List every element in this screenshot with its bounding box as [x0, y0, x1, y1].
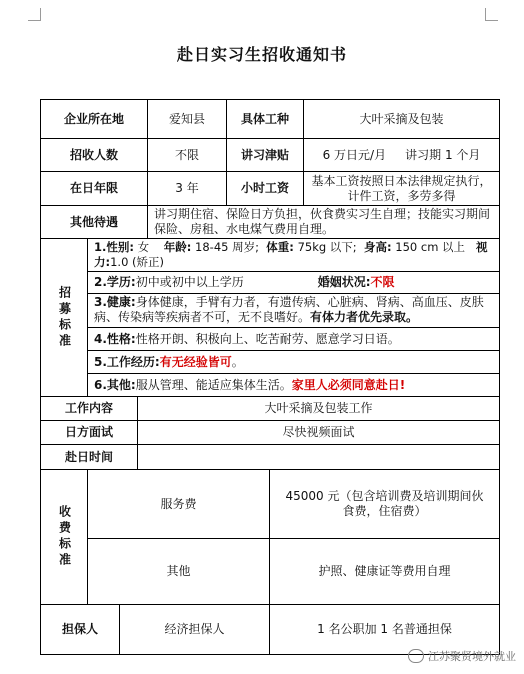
fees-label: 收费标准 [57, 505, 72, 569]
experience-value: 有无经验皆可 [159, 354, 232, 369]
age-label: 年龄: [163, 240, 192, 254]
marital-value: 不限 [370, 275, 395, 289]
job-type-label: 具体工种 [226, 99, 304, 139]
notice-table [40, 99, 500, 655]
hourly-label: 小时工资 [226, 171, 304, 206]
health-value: 身体健康，手臂有力者，有遗传病、心脏病、肾病、高血压、皮肤病、传染病等疾病者不可，无不良嗜好。 [94, 295, 484, 324]
benefits-value: 讲习期住宿、保险日方负担，伙食费实习生自理；技能实习期间保险、房租、水电煤气费用自理。 [147, 205, 500, 239]
experience-suffix: 。 [231, 354, 244, 369]
service-fee-label: 服务费 [87, 469, 270, 539]
other-note: 家里人必须同意赴日! [291, 377, 406, 392]
guarantor-label: 担保人 [40, 604, 120, 655]
other-fee-label: 其他 [87, 538, 270, 605]
work-content-label: 工作内容 [40, 396, 138, 421]
job-type-value: 大叶采摘及包装 [303, 99, 500, 139]
personality-label: 4.性格: [94, 331, 136, 346]
years-label: 在日年限 [40, 171, 148, 206]
recruits-value: 不限 [147, 138, 227, 172]
departure-value [137, 444, 500, 470]
age-value: 18-45 周岁; [195, 240, 259, 254]
gender-label: 1.性别: [94, 240, 134, 254]
interview-label: 日方面试 [40, 420, 138, 445]
health-note: 有体力者优先录取。 [310, 310, 419, 324]
location-value: 爱知县 [147, 99, 227, 139]
vision-value: 1.0 (矫正) [110, 255, 165, 269]
years-value: 3 年 [147, 171, 227, 206]
vision-label: 视力: [94, 240, 488, 269]
weight-value: 75kg 以下; [297, 240, 357, 254]
criteria-other [87, 373, 500, 397]
recruits-label: 招收人数 [40, 138, 148, 172]
watermark-text: 江苏聚贤境外就业 [428, 650, 516, 663]
corner-mark-right [485, 8, 498, 21]
health-label: 3.健康: [94, 295, 136, 309]
education-value: 初中或初中以上学历 [135, 275, 244, 289]
experience-label: 5.工作经历: [94, 354, 160, 369]
hourly-value: 基本工资按照日本法律规定执行，计件工资，多劳多得 [303, 171, 500, 206]
wechat-logo-icon [408, 649, 424, 663]
allowance-label: 讲习津贴 [226, 138, 304, 172]
other-value: 服从管理、能适应集体生活。 [135, 377, 292, 392]
guarantor-type: 经济担保人 [119, 604, 270, 655]
criteria-health [87, 293, 500, 328]
watermark [408, 648, 516, 664]
interview-value: 尽快视频面试 [137, 420, 500, 445]
corner-mark-left [28, 8, 41, 21]
marital-label: 婚姻状况: [317, 275, 371, 289]
allowance-value: 6 万日元/月 讲习期 1 个月 [303, 138, 500, 172]
criteria-education [87, 271, 500, 294]
service-fee-value: 45000 元（包含培训费及培训期间伙食费，住宿费） [269, 469, 500, 539]
benefits-label: 其他待遇 [40, 205, 148, 239]
weight-label: 体重: [266, 240, 294, 254]
departure-label: 赴日时间 [40, 444, 138, 470]
other-label: 6.其他: [94, 377, 136, 392]
guarantor-value: 1 名公职加 1 名普通担保 [269, 604, 500, 655]
gender-value: 女 [137, 240, 150, 254]
height-label: 身高: [364, 240, 392, 254]
other-fee-value: 护照、健康证等费用自理 [269, 538, 500, 605]
criteria-label: 招募标准 [57, 285, 72, 350]
work-content-value: 大叶采摘及包装工作 [137, 396, 500, 421]
criteria-label-cell [40, 238, 88, 397]
location-label: 企业所在地 [40, 99, 148, 139]
criteria-experience [87, 350, 500, 374]
fees-label-cell [40, 469, 88, 605]
personality-value: 性格开朗、积极向上、吃苦耐劳、愿意学习日语。 [135, 331, 400, 346]
document-title: 赴日实习生招收通知书 [176, 45, 347, 64]
criteria-personality [87, 327, 500, 351]
height-value: 150 cm 以上 [395, 240, 466, 254]
education-label: 2.学历: [94, 275, 136, 289]
criteria-physical [87, 238, 500, 272]
